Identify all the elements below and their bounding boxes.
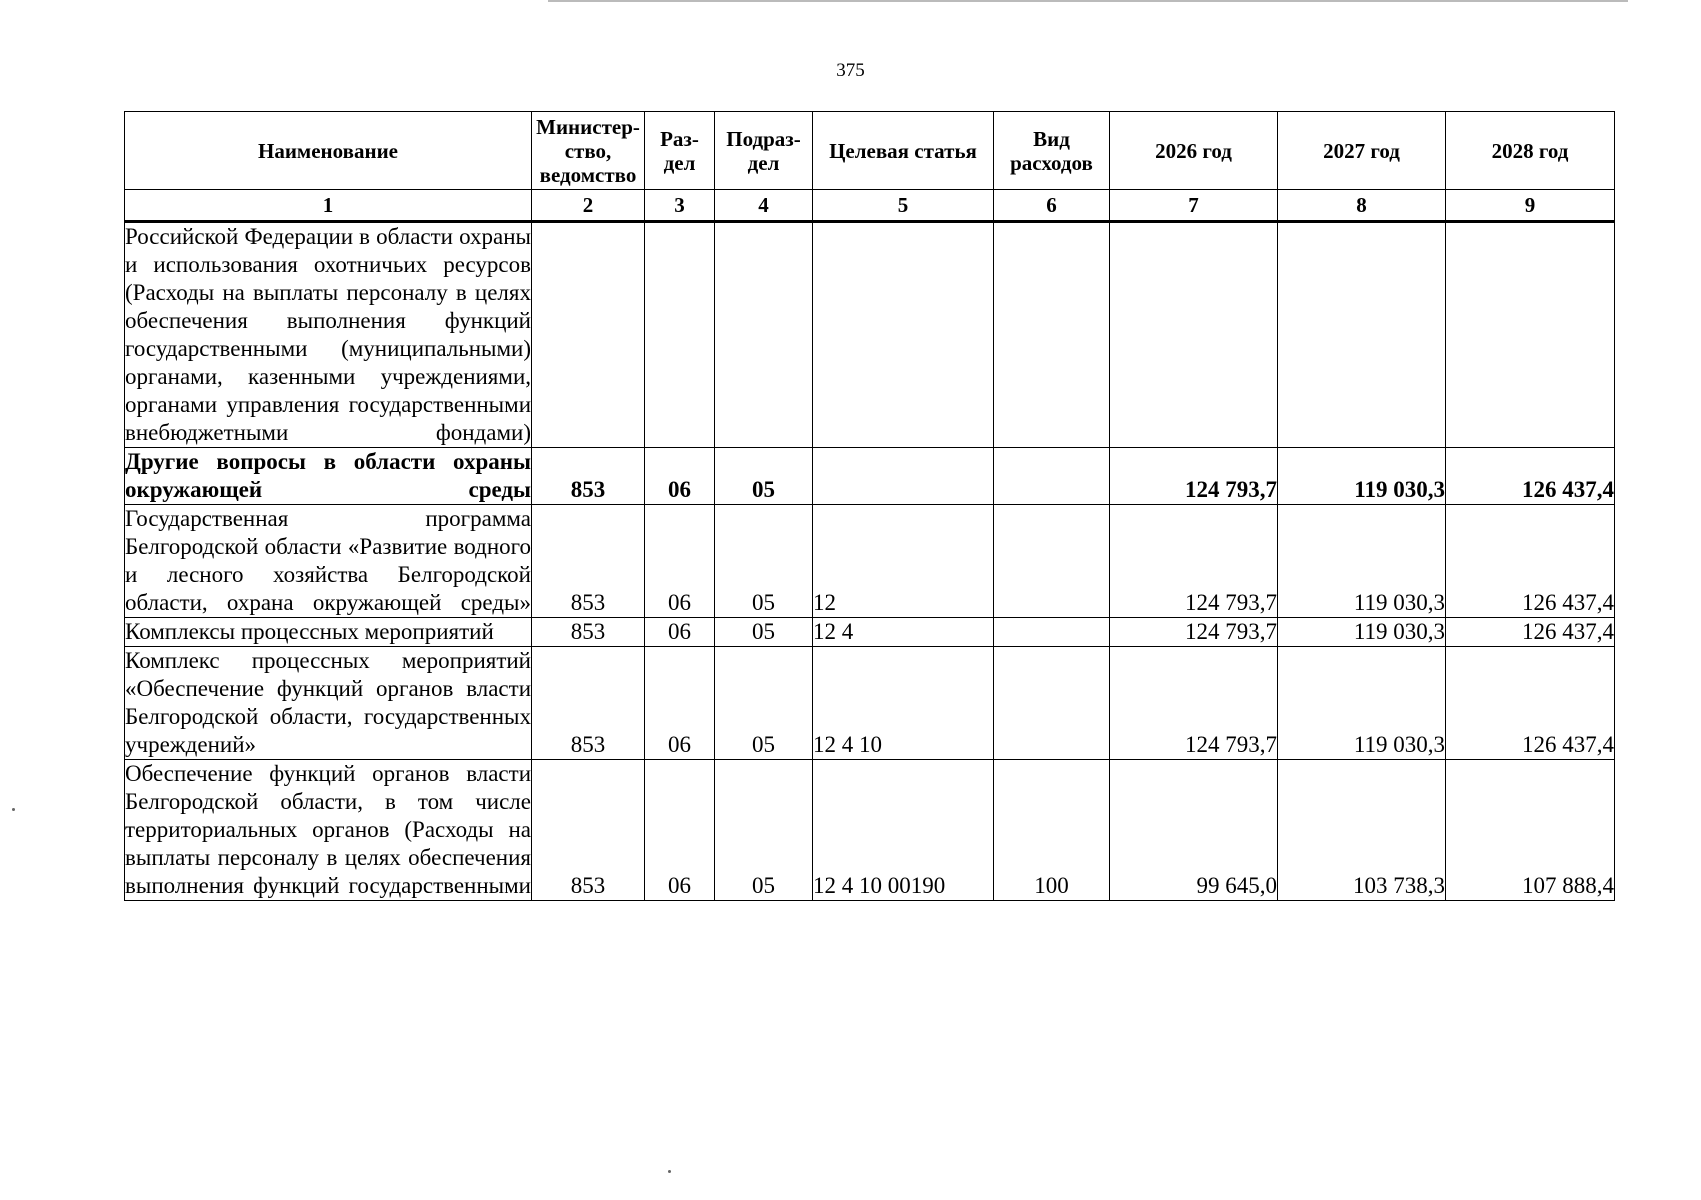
row-section: 06 xyxy=(645,505,715,618)
row-target-article: 12 4 xyxy=(813,618,994,647)
column-number: 9 xyxy=(1446,190,1615,222)
column-number: 6 xyxy=(994,190,1110,222)
table-row xyxy=(125,760,1615,901)
row-amount-2026: 124 793,7 xyxy=(1110,618,1278,647)
row-expense-type xyxy=(994,222,1110,448)
column-number: 8 xyxy=(1278,190,1446,222)
column-number: 4 xyxy=(715,190,813,222)
row-name: Комплексы процессных мероприятий xyxy=(125,618,532,647)
row-section xyxy=(645,222,715,448)
row-target-article xyxy=(813,222,994,448)
row-target-article: 12 4 10 00190 xyxy=(813,760,994,901)
row-ministry: 853 xyxy=(532,448,645,505)
column-number-row xyxy=(125,190,1615,222)
row-amount-2028: 107 888,4 xyxy=(1446,760,1615,901)
row-name: Государственная программа Белгородской области «Развитие водного и лесного хозяйства Белгородской области, охрана окружающей среды» xyxy=(125,505,532,618)
row-amount-2027: 119 030,3 xyxy=(1278,505,1446,618)
table-row xyxy=(125,647,1615,760)
row-amount-2027: 119 030,3 xyxy=(1278,618,1446,647)
row-ministry: 853 xyxy=(532,760,645,901)
header-year-2026: 2026 год xyxy=(1110,112,1278,190)
row-ministry: 853 xyxy=(532,618,645,647)
row-section: 06 xyxy=(645,760,715,901)
row-subsection: 05 xyxy=(715,505,813,618)
row-amount-2026: 124 793,7 xyxy=(1110,448,1278,505)
row-subsection: 05 xyxy=(715,760,813,901)
table-row xyxy=(125,618,1615,647)
row-name: Обеспечение функций органов власти Белгородской области, в том числе территориальных органов (Расходы на выплаты персоналу в целях обеспечения выполнения функций государственными xyxy=(125,760,532,901)
row-subsection: 05 xyxy=(715,618,813,647)
top-scan-rule xyxy=(548,0,1628,2)
row-subsection: 05 xyxy=(715,647,813,760)
row-amount-2026: 124 793,7 xyxy=(1110,647,1278,760)
row-ministry: 853 xyxy=(532,505,645,618)
row-amount-2027: 119 030,3 xyxy=(1278,647,1446,760)
budget-table xyxy=(124,111,1615,901)
header-target-article: Целевая статья xyxy=(813,112,994,190)
row-target-article xyxy=(813,448,994,505)
table-header-row xyxy=(125,112,1615,190)
row-amount-2028 xyxy=(1446,222,1615,448)
row-name: Комплекс процессных мероприятий «Обеспечение функций органов власти Белгородской области, государственных учреждений» xyxy=(125,647,532,760)
header-year-2027: 2027 год xyxy=(1278,112,1446,190)
row-name: Другие вопросы в области охраны окружающей среды xyxy=(125,448,532,505)
row-subsection: 05 xyxy=(715,448,813,505)
row-amount-2028: 126 437,4 xyxy=(1446,505,1615,618)
header-expense-type: Вид расходов xyxy=(994,112,1110,190)
table-row xyxy=(125,448,1615,505)
row-expense-type xyxy=(994,647,1110,760)
page-number: 375 xyxy=(836,60,865,81)
row-amount-2028: 126 437,4 xyxy=(1446,647,1615,760)
row-section: 06 xyxy=(645,647,715,760)
row-expense-type xyxy=(994,505,1110,618)
column-number: 2 xyxy=(532,190,645,222)
column-number: 7 xyxy=(1110,190,1278,222)
row-amount-2026 xyxy=(1110,222,1278,448)
column-number: 3 xyxy=(645,190,715,222)
header-year-2028: 2028 год xyxy=(1446,112,1615,190)
row-amount-2026: 99 645,0 xyxy=(1110,760,1278,901)
row-expense-type: 100 xyxy=(994,760,1110,901)
row-expense-type xyxy=(994,448,1110,505)
scan-speck xyxy=(668,1170,671,1173)
header-subsection: Подраз-дел xyxy=(715,112,813,190)
row-target-article: 12 4 10 xyxy=(813,647,994,760)
header-name: Наименование xyxy=(125,112,532,190)
row-expense-type xyxy=(994,618,1110,647)
row-amount-2028: 126 437,4 xyxy=(1446,448,1615,505)
column-number: 5 xyxy=(813,190,994,222)
table-row xyxy=(125,222,1615,448)
scan-speck xyxy=(12,808,15,811)
row-ministry xyxy=(532,222,645,448)
row-amount-2026: 124 793,7 xyxy=(1110,505,1278,618)
row-amount-2027 xyxy=(1278,222,1446,448)
table-row xyxy=(125,505,1615,618)
row-ministry: 853 xyxy=(532,647,645,760)
row-amount-2028: 126 437,4 xyxy=(1446,618,1615,647)
row-name: Российской Федерации в области охраны и использования охотничьих ресурсов (Расходы на выплаты персоналу в целях обеспечения выполнения функций государственными (муниципальными) органами, казенными учреждениями, органами управления государственными внебюджетными фондами) xyxy=(125,222,532,448)
header-section: Раз-дел xyxy=(645,112,715,190)
row-section: 06 xyxy=(645,448,715,505)
row-subsection xyxy=(715,222,813,448)
row-target-article: 12 xyxy=(813,505,994,618)
row-amount-2027: 103 738,3 xyxy=(1278,760,1446,901)
row-amount-2027: 119 030,3 xyxy=(1278,448,1446,505)
header-ministry: Министер-ство, ведомство xyxy=(532,112,645,190)
column-number: 1 xyxy=(125,190,532,222)
row-section: 06 xyxy=(645,618,715,647)
